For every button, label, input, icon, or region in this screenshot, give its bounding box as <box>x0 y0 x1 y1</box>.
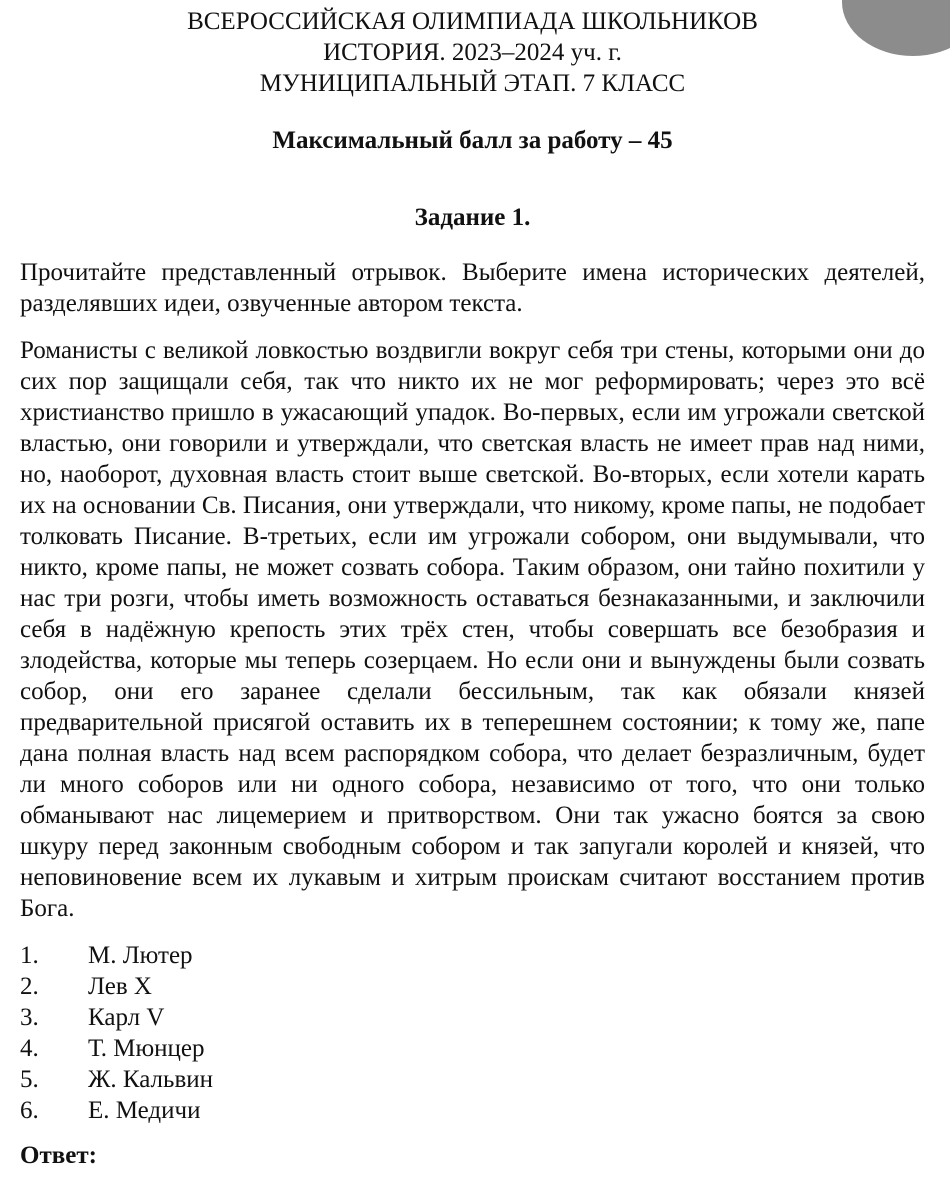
option-number: 4. <box>20 1035 39 1062</box>
option-number: 5. <box>20 1066 39 1093</box>
subject-year: ИСТОРИЯ. 2023–2024 уч. г. <box>323 39 622 66</box>
source-text: Романисты с великой ловкостью воздвигли вокруг себя три стены, которыми они до сих пор защищали себя, так что никто их не мог реформировать; через это всё христианство пришло в ужасающий упадок. Во-первых, если им угрожали светской властью, они говорили и утверждали, что светская власть не имеет прав над ними, но, наоборот, духовная власть стоит выше светской. Во-вторых, если хотели карать их на основании Св. Писания, они утверждали, что никому, кроме папы, не подобает толковать Писание. В-третьих, если им угрожали собором, они выдумывали, что никто, кроме папы, не может созвать собора. Таким образом, они тайно похитили у нас три розги, чтобы иметь возможность оставаться безнаказанными, и заключили себя в надёжную крепость этих трёх стен, чтобы совершать все безобразия и злодейства, которые мы теперь созерцаем. Но если они и вынуждены были созвать собор, они его заранее сделали бессильным, так как обязали князей предварительной присягой оставить их в теперешнем состоянии; к тому же, папе дана полная власть над всем распорядком собора, что делает безразличным, будет ли много соборов или ни одного собора, независимо от того, что они только обманывают нас лицемерием и притворством. Они так ужасно боятся за свою шкуру перед законным свободным собором и так запугали королей и князей, что неповиновение всем их лукавым и хитрым проискам считают восстанием против Бога. <box>20 337 925 922</box>
option-name: Карл V <box>88 1004 165 1031</box>
option-name: Е. Медичи <box>88 1097 201 1124</box>
document-page <box>20 6 925 1171</box>
task-instruction: Прочитайте представленный отрывок. Выберите имена исторических деятелей, разделявших идеи, озвученные автором текста. <box>20 259 925 317</box>
option-number: 1. <box>20 942 39 969</box>
option-item <box>20 1095 925 1126</box>
options-list <box>20 940 925 1126</box>
option-number: 6. <box>20 1097 39 1124</box>
option-name: Ж. Кальвин <box>88 1066 213 1093</box>
option-item <box>20 1033 925 1064</box>
option-name: Т. Мюнцер <box>88 1035 205 1062</box>
answer-label: Ответ: <box>20 1142 97 1169</box>
option-item <box>20 1064 925 1095</box>
olympiad-title: ВСЕРОССИЙСКАЯ ОЛИМПИАДА ШКОЛЬНИКОВ <box>187 8 758 35</box>
option-item <box>20 1002 925 1033</box>
option-item <box>20 971 925 1002</box>
max-score: Максимальный балл за работу – 45 <box>272 127 673 154</box>
option-name: М. Лютер <box>88 942 193 969</box>
option-number: 3. <box>20 1004 39 1031</box>
stage-grade: МУНИЦИПАЛЬНЫЙ ЭТАП. 7 КЛАСС <box>259 70 686 97</box>
option-number: 2. <box>20 973 39 1000</box>
option-name: Лев X <box>88 973 152 1000</box>
option-item <box>20 940 925 971</box>
task-title: Задание 1. <box>414 204 531 231</box>
